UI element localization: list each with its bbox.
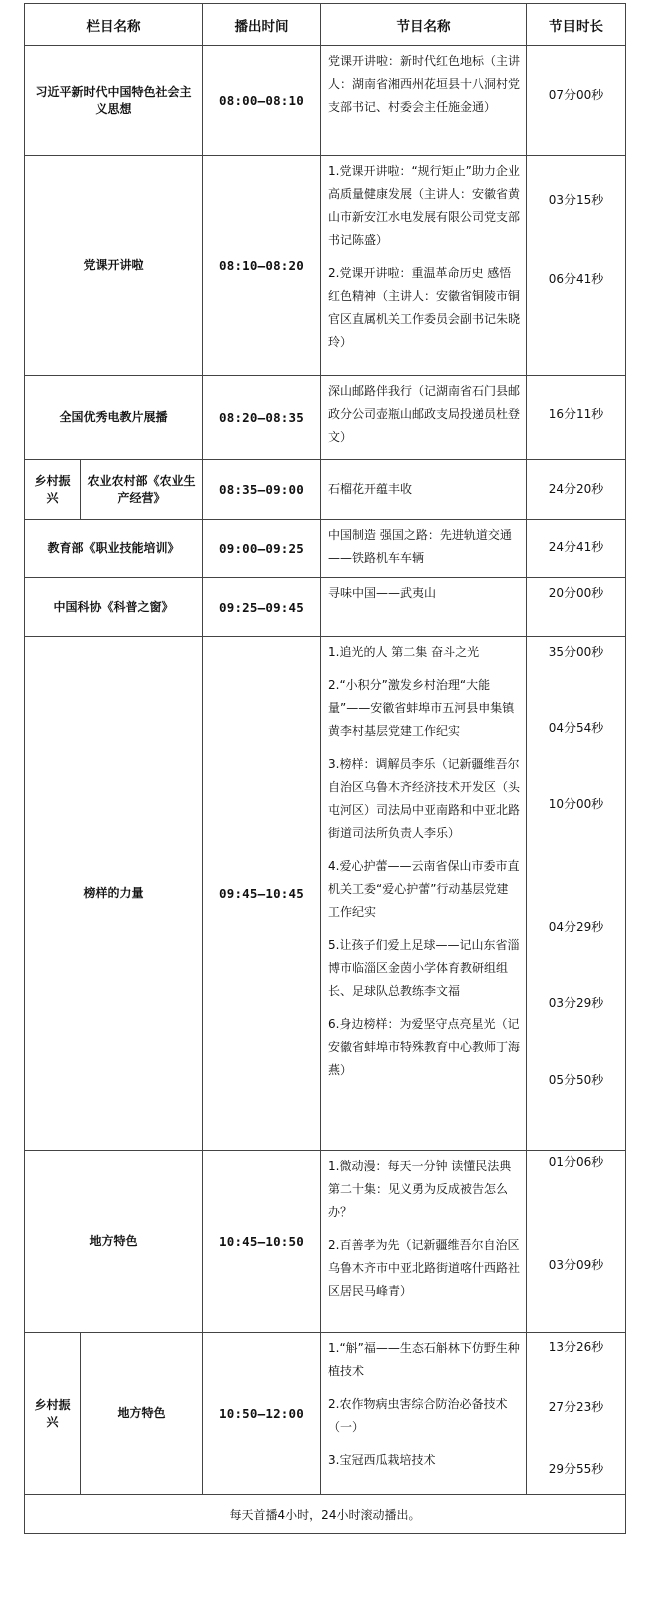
program-cell: [321, 637, 527, 1151]
column-name: 党课开讲啦: [25, 156, 203, 376]
duration: 24分41秒: [548, 540, 604, 554]
duration: 05分50秒: [548, 1073, 604, 1087]
program-name: 2.农作物病虫害综合防治必备技术（一）: [328, 1397, 508, 1434]
program-cell: [321, 156, 527, 376]
air-time: 08:35—09:00: [203, 460, 321, 520]
air-time: 09:45—10:45: [203, 637, 321, 1151]
duration: 27分23秒: [548, 1400, 604, 1414]
program-cell: [321, 460, 527, 520]
program-name: 2.“小积分”激发乡村治理“大能量”——安徽省蚌埠市五河县申集镇黄李村基层党建工作纪实: [328, 678, 515, 738]
duration-cell: [527, 578, 626, 637]
column-name: 全国优秀电教片展播: [25, 376, 203, 460]
header-duration: 节目时长: [527, 4, 626, 46]
table-row: [25, 637, 626, 1151]
column-name: 地方特色: [25, 1151, 203, 1333]
duration: 20分00秒: [548, 586, 604, 600]
duration: 07分00秒: [548, 88, 604, 102]
program-name: 5.让孩子们爱上足球——记山东省淄博市临淄区金茵小学体育教研组组长、足球队总教练李文福: [328, 938, 520, 998]
air-time: 09:00—09:25: [203, 520, 321, 578]
footer-note: 每天首播4小时，24小时滚动播出。: [25, 1495, 626, 1534]
table-row: [25, 376, 626, 460]
table-row: [25, 156, 626, 376]
table-row: [25, 46, 626, 156]
program-name: 中国制造 强国之路：先进轨道交通——铁路机车车辆: [328, 528, 512, 565]
duration: 35分00秒: [548, 645, 604, 659]
program-cell: [321, 520, 527, 578]
column-name: 中国科协《科普之窗》: [25, 578, 203, 637]
duration-cell: [527, 376, 626, 460]
duration: 29分55秒: [548, 1462, 604, 1476]
column-name: 地方特色: [81, 1333, 203, 1495]
column-name: 农业农村部《农业生产经营》: [81, 460, 203, 520]
duration-cell: [527, 637, 626, 1151]
program-name: 深山邮路伴我行（记湖南省石门县邮政分公司壶瓶山邮政支局投递员杜登文）: [328, 384, 521, 444]
duration: 03分09秒: [548, 1258, 604, 1272]
duration-cell: [527, 460, 626, 520]
header-column-name: 栏目名称: [25, 4, 203, 46]
group-name: 乡村振兴: [25, 460, 81, 520]
duration: 04分54秒: [548, 721, 604, 735]
program-cell: [321, 1333, 527, 1495]
air-time: 08:10—08:20: [203, 156, 321, 376]
air-time: 08:20—08:35: [203, 376, 321, 460]
duration-cell: [527, 1333, 626, 1495]
duration: 04分29秒: [548, 920, 604, 934]
column-name: 习近平新时代中国特色社会主义思想: [25, 46, 203, 156]
duration-cell: [527, 1151, 626, 1333]
footer-row: [25, 1495, 626, 1534]
program-name: 寻味中国——武夷山: [328, 586, 437, 600]
program-name: 4.爱心护蕾——云南省保山市委市直机关工委“爱心护蕾”行动基层党建工作纪实: [328, 859, 520, 919]
duration: 10分00秒: [548, 797, 604, 811]
table-row: [25, 1151, 626, 1333]
schedule-table: [24, 3, 626, 1534]
program-cell: [321, 1151, 527, 1333]
duration: 03分29秒: [548, 996, 604, 1010]
program-cell: [321, 376, 527, 460]
duration: 16分11秒: [548, 407, 604, 421]
duration: 03分15秒: [548, 193, 604, 207]
header-row: [25, 4, 626, 46]
column-name: 榜样的力量: [25, 637, 203, 1151]
table-row: [25, 578, 626, 637]
program-name: 1.“斛”福——生态石斛林下仿野生种植技术: [328, 1341, 520, 1378]
duration-cell: [527, 156, 626, 376]
air-time: 10:45—10:50: [203, 1151, 321, 1333]
header-air-time: 播出时间: [203, 4, 321, 46]
program-name: 党课开讲啦：新时代红色地标（主讲人：湖南省湘西州花垣县十八洞村党支部书记、村委会主任施金通）: [328, 54, 521, 114]
duration-cell: [527, 520, 626, 578]
column-name: 教育部《职业技能培训》: [25, 520, 203, 578]
group-name: 乡村振兴: [25, 1333, 81, 1495]
duration-cell: [527, 46, 626, 156]
program-name: 6.身边榜样：为爱坚守点亮星光（记安徽省蚌埠市特殊教育中心教师丁海燕）: [328, 1017, 521, 1077]
program-name: 2.党课开讲啦：重温革命历史 感悟红色精神（主讲人：安徽省铜陵市铜官区直属机关工作委员会副书记朱晓玲）: [328, 266, 521, 349]
program-name: 2.百善孝为先（记新疆维吾尔自治区乌鲁木齐市中亚北路街道喀什西路社区居民马峰青）: [328, 1238, 521, 1298]
program-cell: [321, 578, 527, 637]
duration: 13分26秒: [548, 1340, 604, 1354]
header-program-name: 节目名称: [321, 4, 527, 46]
table-row: [25, 520, 626, 578]
program-name: 1.党课开讲啦：“规行矩止”助力企业高质量健康发展（主讲人：安徽省黄山市新安江水电发展有限公司党支部书记陈盛）: [328, 164, 521, 247]
duration: 24分20秒: [548, 482, 604, 496]
program-name: 3.宝冠西瓜栽培技术: [328, 1453, 436, 1467]
air-time: 09:25—09:45: [203, 578, 321, 637]
duration: 06分41秒: [548, 272, 604, 286]
table-row: [25, 1333, 626, 1495]
program-cell: [321, 46, 527, 156]
program-name: 1.微动漫：每天一分钟 读懂民法典 第二十集：见义勇为反成被告怎么办？: [328, 1159, 512, 1219]
program-name: 石榴花开蕴丰收: [328, 482, 413, 496]
air-time: 10:50—12:00: [203, 1333, 321, 1495]
duration: 01分06秒: [548, 1155, 604, 1169]
air-time: 08:00—08:10: [203, 46, 321, 156]
table-row: [25, 460, 626, 520]
program-name: 1.追光的人 第二集 奋斗之光: [328, 645, 480, 659]
program-name: 3.榜样：调解员李乐（记新疆维吾尔自治区乌鲁木齐经济技术开发区（头屯河区）司法局中亚南路和中亚北路街道司法所负责人李乐）: [328, 757, 521, 840]
